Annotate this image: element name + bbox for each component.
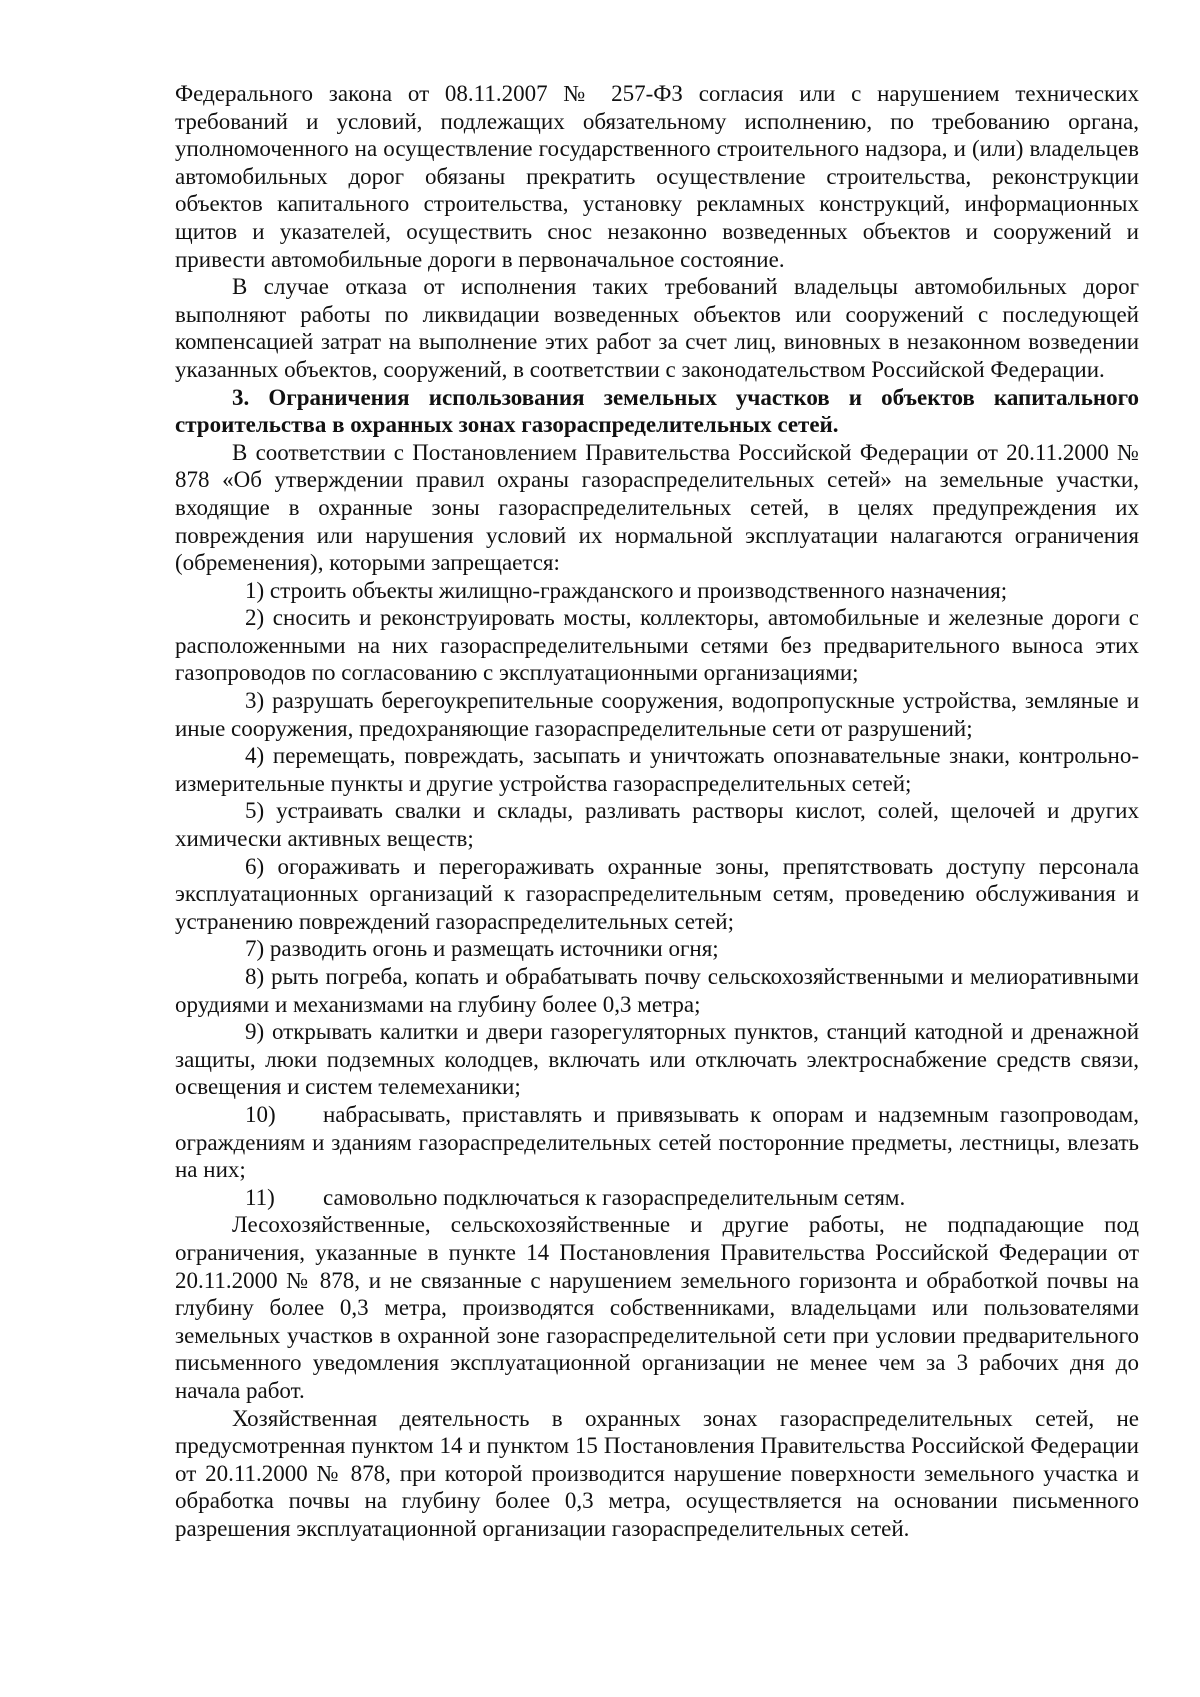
list-item-11 bbox=[175, 1184, 1139, 1212]
list-item-text: рыть погреба, копать и обрабатывать почву сельскохозяйственными и мелиоративными орудиями и механизмами на глубину более 0,3 метра; bbox=[175, 964, 1139, 1017]
list-item-text: огораживать и перегораживать охранные зоны, препятствовать доступу персонала эксплуатационных организаций к газораспределительным сетям, проведению обслуживания и устранению повреждений газораспределительных сетей; bbox=[175, 853, 1139, 934]
list-item-number: 4) bbox=[245, 743, 265, 769]
list-item-text: открывать калитки и двери газорегуляторных пунктов, станций катодной и дренажной защиты, люки подземных колодцев, включать или отключать электроснабжение средств связи, освещения и систем телемеханики; bbox=[175, 1019, 1140, 1100]
list-item-text: перемещать, повреждать, засыпать и уничтожать опознавательные знаки, контрольно-измерительные пункты и другие устройства газораспределительных сетей; bbox=[175, 743, 1140, 796]
list-item-9 bbox=[175, 1018, 1139, 1101]
list-item-number: 8) bbox=[245, 964, 265, 989]
list-item-text: строить объекты жилищно-гражданского и производственного назначения; bbox=[269, 577, 1008, 603]
list-item-number: 5) bbox=[245, 798, 265, 824]
document-body bbox=[175, 80, 1139, 1542]
list-item-number: 2) bbox=[245, 605, 265, 631]
paragraph-continuation: Федерального закона от 08.11.2007 № 257-ФЗ согласия или с нарушением технических требований и условий, подлежащих обязательному исполнению, по требованию органа, уполномоченного на осуществление государственного строительного надзора, и (или) владельцев автомобильных дорог обязаны прекратить осуществление строительства, реконструкции объектов капитального строительства, установку рекламных конструкций, информационных щитов и указателей, осуществить снос незаконно возведенных объектов и сооружений и привести автомобильные дороги в первоначальное состояние. bbox=[175, 81, 1139, 272]
list-item-text: разводить огонь и размещать источники огня; bbox=[269, 936, 719, 962]
list-item-number: 3) bbox=[245, 688, 265, 714]
paragraph-intro: В соответствии с Постановлением Правительства Российской Федерации от 20.11.2000 № 878 «Об утверждении правил охраны газораспределительных сетей» на земельные участки, входящие в охранные зоны газораспределительных сетей, в целях предупреждения их повреждения или нарушения условий их нормальной эксплуатации налагаются ограничения (обременения), которыми запрещается: bbox=[175, 439, 1139, 576]
list-item-text: устраивать свалки и склады, разливать растворы кислот, солей, щелочей и других химически активных веществ; bbox=[175, 798, 1139, 852]
section-heading: 3. Ограничения использования земельных участков и объектов капитального строительства в охранных зонах газораспределительных сетей. bbox=[175, 384, 1139, 438]
list-item-1 bbox=[175, 577, 1139, 605]
list-item-text: разрушать берегоукрепительные сооружения, водопропускные устройства, земляные и иные сооружения, предохраняющие газораспределительные сети от разрушений; bbox=[175, 688, 1140, 741]
list-item-text: набрасывать, приставлять и привязывать к опорам и надземным газопроводам, ограждениям и зданиям газораспределительных сетей посторонние предметы, лестницы, влезать на них; bbox=[175, 1101, 1139, 1183]
list-item-number: 10) bbox=[245, 1101, 276, 1127]
list-item-2 bbox=[175, 604, 1139, 687]
list-item-number: 7) bbox=[245, 936, 265, 962]
list-item-4 bbox=[175, 742, 1139, 797]
list-item-number: 6) bbox=[245, 853, 265, 879]
list-item-number: 11) bbox=[245, 1184, 275, 1210]
list-item-number: 9) bbox=[245, 1019, 265, 1045]
list-item-10 bbox=[175, 1101, 1139, 1184]
paragraph-forestry-works: Лесохозяйственные, сельскохозяйственные и другие работы, не подпадающие под ограничения, указанные в пункте 14 Постановления Правительства Российской Федерации от 20.11.2000 № 878, и не связанные с нарушением земельного горизонта и обработкой почвы на глубину более 0,3 метра, производятся собственниками, владельцами или пользователями земельных участков в охранной зоне газораспределительной сети при условии предварительного письменного уведомления эксплуатационной организации не менее чем за 3 рабочих дня до начала работ. bbox=[175, 1212, 1139, 1403]
list-item-text: сносить и реконструировать мосты, коллекторы, автомобильные и железные дороги с расположенными на них газораспределительными сетями без предварительного выноса этих газопроводов по согласованию с эксплуатационными организациями; bbox=[175, 605, 1139, 686]
list-item-8 bbox=[175, 963, 1139, 1018]
list-item-3 bbox=[175, 687, 1139, 742]
list-item-5 bbox=[175, 797, 1139, 852]
list-item-7 bbox=[175, 935, 1139, 963]
list-item-text: самовольно подключаться к газораспределительным сетям. bbox=[323, 1184, 906, 1210]
paragraph-refusal: В случае отказа от исполнения таких требований владельцы автомобильных дорог выполняют работы по ликвидации возведенных объектов или сооружений с последующей компенсацией затрат на выполнение этих работ за счет лиц, виновных в незаконном возведении указанных объектов, сооружений, в соответствии с законодательством Российской Федерации. bbox=[175, 274, 1139, 382]
list-item-number: 1) bbox=[245, 577, 265, 603]
list-item-6 bbox=[175, 853, 1139, 936]
paragraph-economic-activity: Хозяйственная деятельность в охранных зонах газораспределительных сетей, не предусмотренная пунктом 14 и пунктом 15 Постановления Правительства Российской Федерации от 20.11.2000 № 878, при которой производится нарушение поверхности земельного участка и обработка почвы на глубину более 0,3 метра, осуществляется на основании письменного разрешения эксплуатационной организации газораспределительных сетей. bbox=[175, 1405, 1139, 1541]
